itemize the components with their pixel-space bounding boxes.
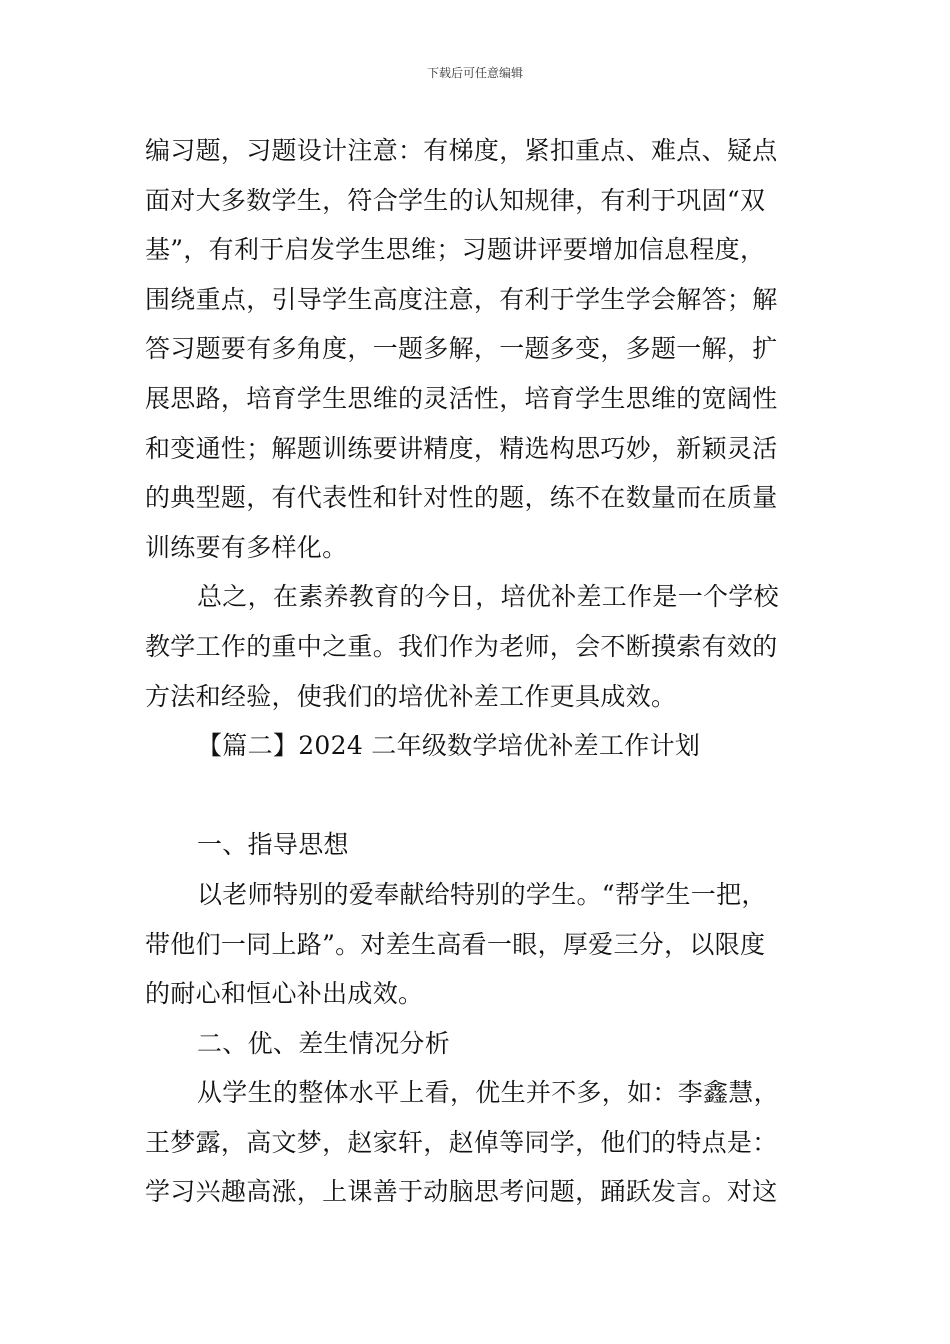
text-line: 围绕重点，引导学生高度注意，有利于学生学会解答；解 <box>145 284 778 314</box>
text-line: 王梦露，高文梦，赵家轩，赵倬等同学，他们的特点是： <box>145 1127 778 1157</box>
section-title: 【篇二】2024 二年级数学培优补差工作计划 <box>197 731 701 761</box>
text-line: 答习题要有多角度，一题多解，一题多变，多题一解，扩 <box>145 334 778 364</box>
blank-line <box>145 771 807 821</box>
text-line: 面对大多数学生，符合学生的认知规律，有利于巩固“双 <box>145 185 766 215</box>
text-line: 教学工作的重中之重。我们作为老师，会不断摸索有效的 <box>145 631 778 661</box>
text-line: 编习题，习题设计注意：有梯度，紧扣重点、难点、疑点 <box>145 136 778 165</box>
text-line: 方法和经验，使我们的培优补差工作更具成效。 <box>145 681 677 711</box>
paragraph-start-line: 总之，在素养教育的今日，培优补差工作是一个学校 <box>197 582 779 612</box>
text-line: 学习兴趣高涨，上课善于动脑思考问题，踊跃发言。对这 <box>145 1177 778 1207</box>
paragraph-start-line: 从学生的整体水平上看，优生并不多，如：李鑫慧， <box>197 1078 779 1108</box>
document-body <box>145 126 807 1217</box>
text-line: 基”，有利于启发学生思维；习题讲评要增加信息程度， <box>145 235 766 265</box>
text-line: 展思路，培育学生思维的灵活性，培育学生思维的宽阔性 <box>145 383 778 413</box>
text-line: 带他们一同上路”。对差生高看一眼，厚爱三分，以限度 <box>145 929 766 959</box>
text-line: 的典型题，有代表性和针对性的题，练不在数量而在质量 <box>145 483 778 513</box>
heading-guiding-idea: 一、指导思想 <box>197 830 349 860</box>
text-line: 训练要有多样化。 <box>145 532 348 562</box>
text-line: 和变通性；解题训练要讲精度，精选构思巧妙，新颖灵活 <box>145 433 778 463</box>
paragraph-start-line: 以老师特别的爱奉献给特别的学生。“帮学生一把， <box>197 879 767 909</box>
text-line: 的耐心和恒心补出成效。 <box>145 979 424 1009</box>
heading-student-analysis: 二、优、差生情况分析 <box>197 1028 451 1058</box>
page-header-note: 下载后可任意编辑 <box>426 66 523 80</box>
